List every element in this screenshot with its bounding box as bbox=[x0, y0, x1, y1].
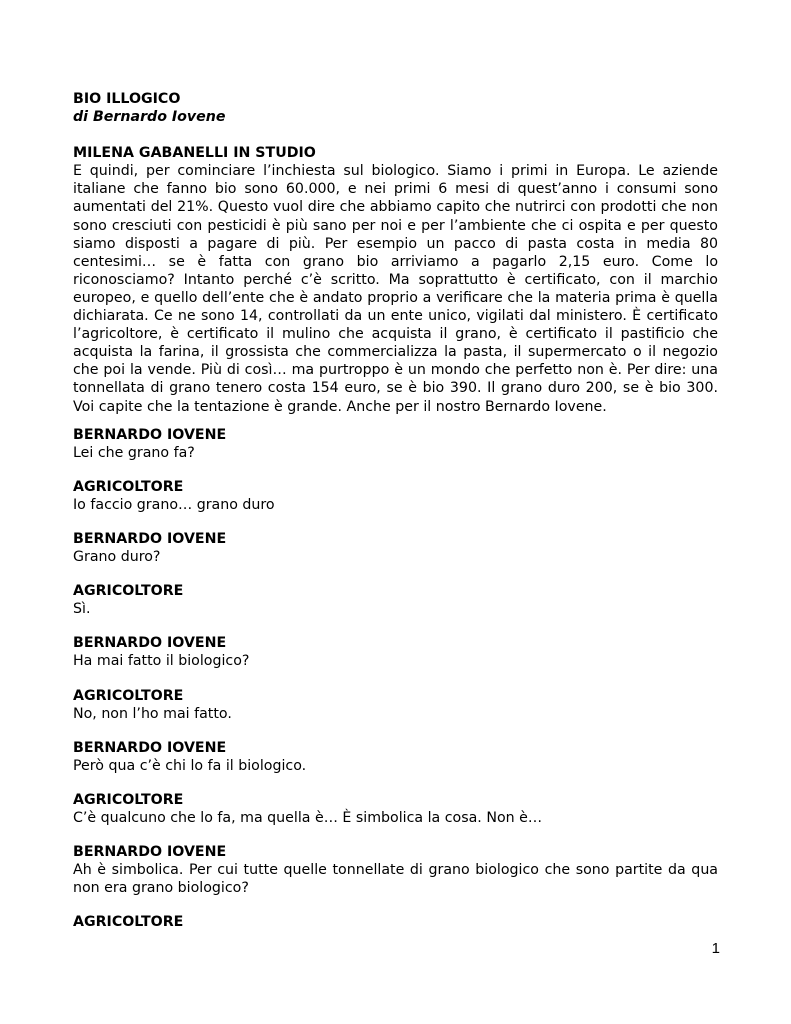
dialogue-entry bbox=[73, 843, 718, 897]
speaker-name: BERNARDO IOVENE bbox=[73, 844, 227, 861]
dialogue-entry bbox=[73, 739, 718, 775]
speaker-name: AGRICOLTORE bbox=[73, 687, 184, 704]
intro-text: E quindi, per cominciare l’inchiesta sul biologico. Siamo i primi in Europa. Le aziende italiane che fanno bio sono 60.000, e nei primi 6 mesi di quest’anno i consumi sono aumentati del 21%. Questo vuol dire che abbiamo capito che nutrirci con prodotti che non sono cresciuti con pesticidi è più sano per noi e per l’ambiente che ci ospita e per questo siamo disposti a pagare di più. Per esempio un pacco di pasta costa in media 80 centesimi… se è fatta con grano bio arriviamo a pagarlo 2,15 euro. Come lo riconosciamo? Intanto perché c’è scritto. Ma soprattutto è certificato, con il marchio europeo, e quello dell’ente che è andato proprio a verificare che la materia prima è quella dichiarata. Ce ne sono 14, controllati da un ente unico, vigilati dal ministero. È certificato l’agricoltore, è certificato il mulino che acquista il grano, è certificato il pastificio che acquista la farina, il grossista che commercializza la pasta, il supermercato o il negozio che poi la vende. Più di così… ma purtroppo è un mondo che perfetto non è. Per dire: una tonnellata di grano tenero costa 154 euro, se è bio 390. Il grano duro 200, se è bio 300. Voi capite che la tentazione è grande. Anche per il nostro Bernardo Iovene. bbox=[73, 163, 718, 415]
dialogue-line: Grano duro? bbox=[73, 549, 161, 566]
dialogue-entry bbox=[73, 687, 718, 723]
intro-speaker: MILENA GABANELLI IN STUDIO bbox=[73, 145, 316, 162]
page-number: 1 bbox=[711, 940, 720, 957]
speaker-name: AGRICOLTORE bbox=[73, 914, 184, 931]
dialogue-line: Ah è simbolica. Per cui tutte quelle tonnellate di grano biologico che sono partite da qua non era grano biologico? bbox=[73, 862, 718, 897]
dialogue-line: Lei che grano fa? bbox=[73, 444, 195, 461]
speaker-name: BERNARDO IOVENE bbox=[73, 739, 227, 756]
dialogue-line: C’è qualcuno che lo fa, ma quella è… È simbolica la cosa. Non è… bbox=[73, 810, 543, 826]
dialogue-entry bbox=[73, 582, 718, 618]
dialogue-line: Ha mai fatto il biologico? bbox=[73, 653, 250, 670]
dialogue-entry bbox=[73, 478, 718, 514]
speaker-name: BERNARDO IOVENE bbox=[73, 530, 227, 547]
dialogue-line: Io faccio grano… grano duro bbox=[73, 496, 275, 513]
dialogue-entry bbox=[73, 791, 718, 827]
document-author: di Bernardo Iovene bbox=[73, 109, 226, 126]
speaker-name: AGRICOLTORE bbox=[73, 791, 184, 808]
dialogue-entry bbox=[73, 426, 718, 462]
dialogue-line: Però qua c’è chi lo fa il biologico. bbox=[73, 757, 307, 774]
document-body bbox=[73, 90, 718, 947]
dialogue-line: No, non l’ho mai fatto. bbox=[73, 705, 232, 722]
speaker-name: AGRICOLTORE bbox=[73, 478, 184, 495]
dialogue-entry bbox=[73, 913, 718, 931]
document-title: BIO ILLOGICO bbox=[73, 91, 181, 107]
speaker-name: BERNARDO IOVENE bbox=[73, 635, 227, 652]
dialogue-entry bbox=[73, 634, 718, 670]
dialogue-entry bbox=[73, 530, 718, 566]
speaker-name: BERNARDO IOVENE bbox=[73, 426, 227, 443]
speaker-name: AGRICOLTORE bbox=[73, 583, 184, 600]
dialogue-line: Sì. bbox=[73, 601, 91, 618]
